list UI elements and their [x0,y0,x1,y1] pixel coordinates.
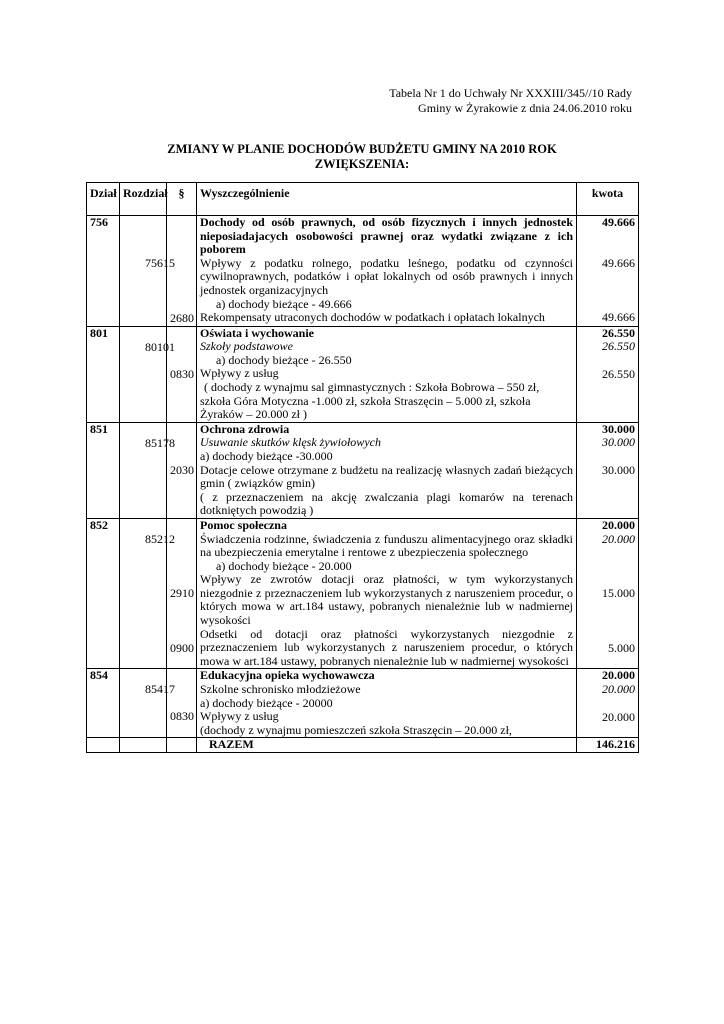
paragraf-value: 2680 [170,311,194,325]
description-cell [197,326,577,422]
section-desc: Dotacje celowe otrzymane z budżetu na realizację własnych zadań bieżących gmin ( związków gmin) [200,462,573,491]
dzial-cell [87,422,120,518]
budget-table [86,182,639,753]
rozdzial-cell [120,422,175,518]
section-title: Oświata i wychowanie [200,325,314,340]
amount-paragraf: 49.666 [602,310,635,325]
dzial-value: 854 [90,668,108,683]
empty-cell [87,738,120,753]
section-note: (dochody z wynajmu pomieszczeń szkoła Straszęcin – 20.000 zł, [200,722,512,737]
document-title [0,142,724,172]
section-note: szkoła Góra Motyczna -1.000 zł, szkoła Straszęcin – 5.000 zł, szkoła [200,393,531,408]
amount-rozdzial: 20.000 [602,531,635,546]
amount-total: 49.666 [602,215,635,229]
amount-total: 26.550 [602,325,635,340]
amount-total: 30.000 [602,421,635,436]
amount-total: 20.000 [602,668,635,683]
amount-cell [577,216,639,327]
description-cell [197,216,577,327]
section-desc: Świadczenia rodzinne, świadczenia z funduszu alimentacyjnego oraz składki na ubezpieczenia emerytalne i rentowe z ubezpieczenia społecznego [200,531,573,560]
amount-rozdzial: 20.000 [602,682,635,697]
amount-rozdzial: 49.666 [602,255,635,270]
paragraf-cell [167,669,197,738]
section-title: Ochrona zdrowia [200,421,290,436]
paragraf-value: 2030 [170,462,194,477]
section-line: Rekompensaty utraconych dochodów w podatkach i opłatach lokalnych [200,310,545,325]
section-line: Wpływy z usług [200,366,279,381]
title-line-2: ZWIĘKSZENIA: [314,157,410,171]
section-title: Edukacyjna opieka wychowawcza [200,668,375,683]
dzial-value: 756 [90,215,108,229]
amount-rozdzial: 26.550 [602,339,635,354]
description-cell [197,518,577,669]
section-note: ( dochody z wynajmu sal gimnastycznych : Szkoła Bobrowa – 550 zł, [204,379,540,394]
amount-cell [577,326,639,422]
amount-cell [577,518,639,669]
table-row [87,422,639,518]
table-row [87,216,639,327]
section-item: a) dochody bieżące - 20.000 [216,558,352,573]
paragraf-value: 0900 [170,640,194,655]
section-note: Żyraków – 20.000 zł ) [200,407,307,422]
empty-cell [167,738,197,753]
section-sub: Szkoły podstawowe [200,339,293,354]
section-sub: Usuwanie skutków klęsk żywiołowych [200,435,381,450]
header-line-1: Tabela Nr 1 do Uchwały Nr XXXIII/345//10 Rady [389,86,632,100]
rozdzial-value: 75615 [145,256,175,270]
col-dzial: Dział [87,183,120,216]
dzial-value: 801 [90,325,108,340]
dzial-cell [87,216,120,327]
rozdzial-value: 80101 [145,339,175,354]
amount-cell [577,422,639,518]
col-kwota: kwota [577,183,639,216]
amount-total: 20.000 [602,517,635,532]
table-row [87,326,639,422]
section-title: Dochody od osób prawnych, od osób fizycznych i innych jednostek nieposiadajacych osobowości prawnej oraz wydatki związane z ich poborem [200,215,573,257]
dzial-cell [87,326,120,422]
dzial-value: 852 [90,517,108,532]
section-line: Odsetki od dotacji oraz płatności wykorzystanych niezgodnie z przeznaczeniem lub wykorzystanych z naruszeniem procedur, o których mowa w art.184 ustawy, pobranych nienależnie lub w nadmiernej wysokości [200,626,573,668]
col-wyszczegolnienie: Wyszczególnienie [197,183,577,216]
total-value: 146.216 [577,738,639,753]
section-title: Pomoc społeczna [200,517,287,532]
header-line-2: Gminy w Żyrakowie z dnia 24.06.2010 roku [418,101,632,115]
amount-paragraf: 5.000 [608,640,635,655]
col-rozdzial: Rozdział [120,183,167,216]
section-note: ( z przeznaczeniem na akcję zwalczania plagi komarów na terenach dotkniętych powodzią ) [200,489,573,518]
description-cell [197,422,577,518]
section-sub: Szkolne schronisko młodzieżowe [200,682,361,697]
rozdzial-value: 85417 [145,682,175,697]
paragraf-value: 2910 [170,585,194,600]
table-header-row [87,183,639,216]
section-line: Wpływy ze zwrotów dotacji oraz płatności, w tym wykorzystanych niezgodnie z przeznaczeniem lub wykorzystanych z naruszeniem procedur, o których mowa w art.184 ustawy, pobranych nienależnie lub w nadmiernej wysokości [200,572,573,628]
total-row [87,738,639,753]
title-line-1: ZMIANY W PLANIE DOCHODÓW BUDŻETU GMINY NA 2010 ROK [167,142,557,156]
empty-cell [120,738,167,753]
dzial-value: 851 [90,421,108,436]
section-item: a) dochody bieżące - 49.666 [216,296,352,311]
dzial-cell [87,518,120,669]
amount-rozdzial: 30.000 [602,435,635,450]
total-label: RAZEM [197,738,577,753]
paragraf-value: 0830 [170,366,194,381]
section-item: a) dochody bieżące - 20000 [200,695,333,710]
section-item: a) dochody bieżące - 26.550 [216,352,352,367]
section-item: a) dochody bieżące -30.000 [200,448,333,463]
amount-paragraf: 20.000 [602,709,635,724]
amount-paragraf: 30.000 [602,462,635,477]
col-paragraf: § [167,183,197,216]
amount-cell [577,669,639,738]
rozdzial-cell [120,216,175,327]
table-row [87,518,639,669]
section-desc: Wpływy z podatku rolnego, podatku leśnego, podatku od czynności cywilnoprawnych, podatków i opłat lokalnych od osób prawnych i innych jednostek organizacyjnych [200,255,573,297]
document-header [389,86,632,116]
table-row [87,669,639,738]
rozdzial-value: 85212 [145,531,175,546]
description-cell [197,669,577,738]
paragraf-value: 0830 [170,709,194,724]
amount-paragraf: 15.000 [602,586,635,601]
section-line: Wpływy z usług [200,709,279,724]
amount-paragraf: 26.550 [602,366,635,381]
rozdzial-cell [120,326,175,422]
rozdzial-value: 85178 [145,435,175,450]
rozdzial-cell [120,518,175,669]
dzial-cell [87,669,120,738]
rozdzial-cell [120,669,175,738]
paragraf-cell [167,216,197,327]
